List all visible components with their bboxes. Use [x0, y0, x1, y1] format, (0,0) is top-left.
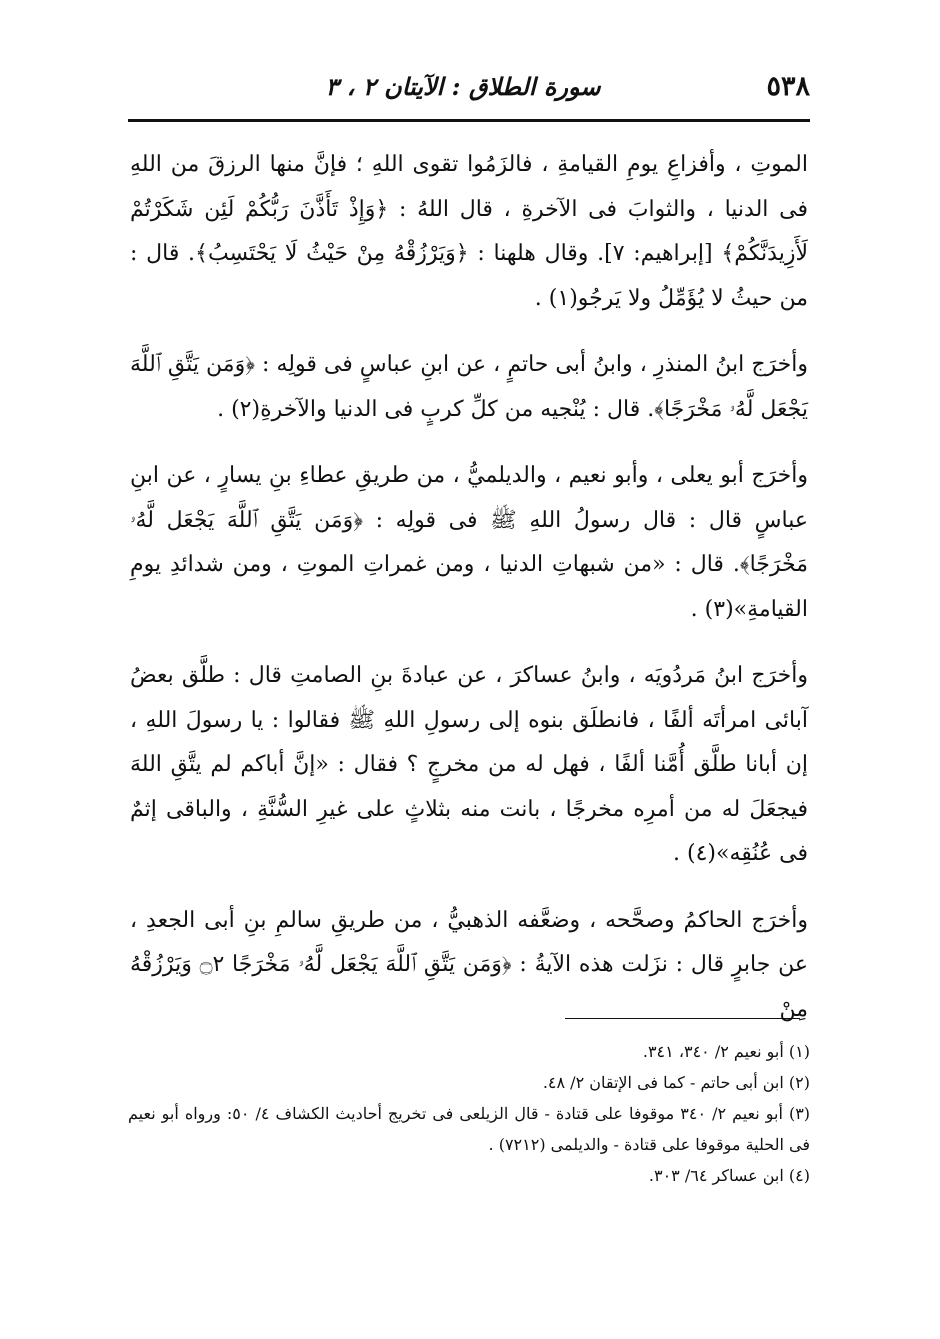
header-rule	[128, 119, 810, 122]
footnote-separator	[565, 1018, 800, 1019]
footnote-4: (٤) ابن عساكر ٦٤/ ٣٠٣.	[648, 1166, 810, 1185]
main-text	[130, 143, 808, 1032]
footnote-1: (١) أبو نعيم ٢/ ٣٤٠، ٣٤١.	[642, 1042, 810, 1061]
paragraph-3: وأخرَج أبو يعلى ، وأبو نعيم ، والديلميُّ ، من طريقِ عطاءِ بنِ يسارٍ ، عن ابنِ عباسٍ قال : قال رسولُ اللهِ ﷺ فى قولِه : ﴿وَمَن يَتَّقِ ٱللَّهَ يَجْعَل لَّهُۥ مَخْرَجًا﴾. قال : «من شبهاتِ الدنيا ، ومن غمراتِ الموتِ ، ومن شدائدِ يومِ القيامةِ»(٣) .	[130, 463, 808, 622]
footnotes	[128, 1036, 810, 1191]
footnote-2: (٢) ابن أبى حاتم - كما فى الإتقان ٢/ ٤٨.	[542, 1073, 810, 1092]
paragraph-5: وأخرَج الحاكمُ وصحَّحه ، وضعَّفه الذهبيُّ ، من طريقِ سالمِ بنِ أبى الجعدِ ، عن جابرٍ قال : نزَلت هذه الآيةُ : ﴿وَمَن يَتَّقِ ٱللَّهَ يَجْعَل لَّهُۥ مَخْرَجًا ۝٢ وَيَرْزُقْهُ مِنْ	[130, 907, 808, 1022]
footnote-3: (٣) أبو نعيم ٢/ ٣٤٠ موقوفا على قتادة - قال الزيلعى فى تخريج أحاديث الكشاف ٤/ ٥٠: ورواه أبو نعيم فى الحلية موقوفا على قتادة - والديلمى (٧٢١٢) .	[128, 1104, 811, 1154]
paragraph-1: الموتِ ، وأفزاعِ يومِ القيامةِ ، فالزَمُوا تقوى اللهِ ؛ فإنَّ منها الرزقَ من اللهِ فى الدنيا ، والثوابَ فى الآخرةِ ، قال اللهُ : ﴿وَإِذْ تَأَذَّنَ رَبُّكُمْ لَئِن شَكَرْتُمْ لَأَزِيدَنَّكُمْ﴾ [إبراهيم: ٧]. وقال هلهنا : ﴿وَيَرْزُقْهُ مِنْ حَيْثُ لَا يَحْتَسِبُ﴾. قال : من حيثُ لا يُؤَمِّلُ ولا يَرجُو(١) .	[130, 152, 808, 311]
paragraph-4: وأخرَج ابنُ مَردُويَه ، وابنُ عساكرَ ، عن عبادةَ بنِ الصامتِ قال : طلَّق بعضُ آبائى امرأتَه ألفًا ، فانطلَق بنوه إلى رسولِ اللهِ ﷺ فقالوا : يا رسولَ اللهِ ، إن أبانا طلَّق أُمَّنا ألفًا ، فهل له من مخرجٍ ؟ فقال : «إنَّ أباكم لم يتَّقِ اللهَ فيجعَلَ له من أمرِه مخرجًا ، بانت منه بثلاثٍ على غيرِ السُّنَّةِ ، والباقى إثمٌ فى عُنُقِه»(٤) .	[130, 663, 808, 866]
page-number: ٥٣٨	[766, 71, 810, 102]
paragraph-2: وأخرَج ابنُ المنذرِ ، وابنُ أبى حاتمٍ ، عن ابنِ عباسٍ فى قولِه : ﴿وَمَن يَتَّقِ ٱللَّهَ يَجْعَل لَّهُۥ مَخْرَجًا﴾. قال : يُنْجيه من كلِّ كربٍ فى الدنيا والآخرةِ(٢) .	[130, 352, 808, 422]
page-header	[128, 70, 810, 110]
running-title: سورة الطلاق : الآيتان ٢ ، ٣	[325, 72, 601, 101]
